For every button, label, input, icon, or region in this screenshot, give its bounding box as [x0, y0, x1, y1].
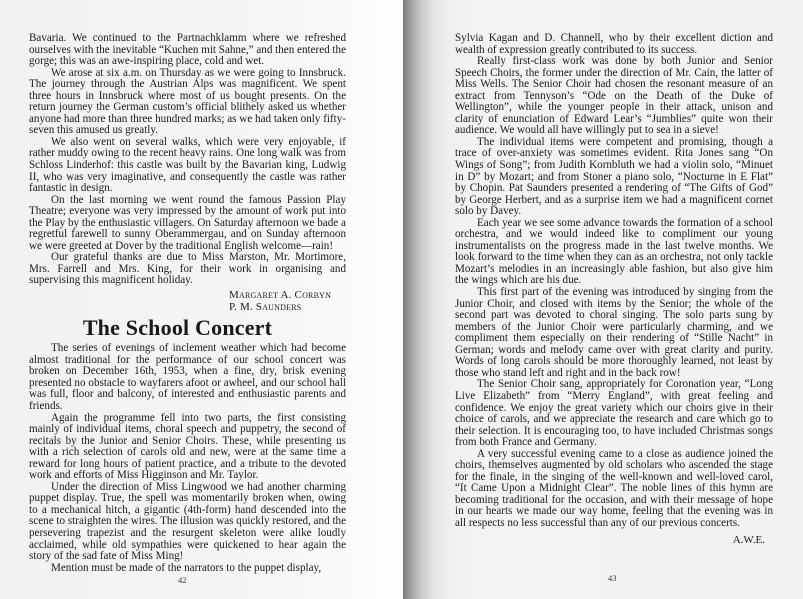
paragraph: A very successful evening came to a close as audience joined the choirs, themselves augmented by old scholars who ascended the stage for the finale, in the singing of the well-known and well-loved carol, “It Came Upon a Midnight Clear”. The noble lines of this hymn are becoming traditional for the occasion, and with their message of hope in our hearts we made our way home, feeling that the evening was in all respects no less successful than any of our previous concerts. [455, 447, 773, 529]
paragraph: On the last morning we went round the famous Passion Play Theatre; everyone was very impressed by the amount of work put into the Play by the enthusiastic villagers. On Saturday afternoon we bade a regretful farewell to sunny Oberammergau, and on Sunday afternoon we were greeted at Dover by the traditional English welcome—rain! [29, 193, 346, 252]
paragraph: The series of evenings of inclement weather which had become almost traditional for the performance of our school concert was broken on December 16th, 1953, when a fine, dry, brisk evening presented no obstacle to wayfarers afoot or awheel, and our school hall was full, floor and balcony, of interested and enthusiastic parents and friends. [29, 342, 346, 412]
author-signatures [29, 290, 346, 313]
paragraph: This first part of the evening was introduced by singing from the Junior Choir, and closed with items by the Senior; the whole of the second part was devoted to choral singing. The solo parts sung by members of the Junior Choir were particularly charming, and we compliment them especially on their rendering of “Stille Nacht” in German; words and melody came over with great clarity and purity. Words of long carols should be more thoroughly learned, not least by those who stand left and right and in the back row! [455, 286, 773, 379]
paragraph: Mention must be made of the narrators to the puppet display, [51, 561, 322, 574]
page-number: 43 [608, 573, 617, 583]
paragraph: The individual items were competent and promising, though a trace of over-anxiety was sometimes evident. Rita Jones sang “On Wings of Song”; from Judith Kornbluth we had a violin solo, “Minuet in D” by Mozart; and from Stoner a piano solo, “Nocturne in E Flat” by Chopin. Pat Saunders presented a rendering of “The Gifts of God” by George Herbert, and as a surprise item we had a magnificent cornet solo by Davey. [455, 135, 773, 218]
signature-name: P. M. Saunders [229, 300, 302, 313]
page-number: 42 [178, 575, 187, 585]
paragraph: Each year we see some advance towards the formation of a school orchestra, and we would indeed like to compliment our young instrumentalists on the progress made in the last twelve months. We look forward to the time when they can as an orchestra, not only tackle Mozart’s melodies in an increasingly able fashion, but also give him the wings which are his due. [455, 216, 773, 287]
paragraph: Under the direction of Miss Lingwood we had another charming puppet display. True, the spell was momentarily broken when, owing to a mechanical hitch, a gigantic (4th-form) hand descended into the scene to straighten the wires. The illusion was quickly restored, and the persevering trapezist and the resurgent skeleton were alike loudly acclaimed, while old sympathies were quickened to hear again the story of the sad fate of Miss Ming! [29, 480, 346, 563]
paragraph: We arose at six a.m. on Thursday as we were going to Innsbruck. The journey through the Austrian Alps was magnificent. We spent three hours in Innsbruck where most of us bought presents. On the return journey the German custom’s official blithely asked us whether anyone had more than three hundred marks; as we had taken only fifty-seven this amused us greatly. [29, 66, 346, 137]
paragraph: Really first-class work was done by both Junior and Senior Speech Choirs, the former under the direction of Mr. Cain, the latter of Miss Wells. The Senior Choir had chosen the resonant measure of an extract from Tennyson’s “Ode on the Death of the Duke of Wellington”, while the younger people in their attack, unison and clarity of enunciation of Edward Lear’s “Jumblies” quite won their audience. We would all have willingly put to sea in a sieve! [455, 55, 773, 137]
author-initials: A.W.E. [732, 533, 765, 546]
paragraph: Our grateful thanks are due to Miss Marston, Mr. Mortimore, Mrs. Farrell and Mrs. King, for their work in organising and supervising this magnificent holiday. [29, 251, 346, 287]
right-page-text-column [455, 33, 773, 546]
paragraph: Bavaria. We continued to the Partnachklamm where we refreshed ourselves with the inevitable “Kuchen mit Sahne,” and then entered the gorge; this was an awe-inspiring place, cold and wet. [29, 32, 346, 68]
article-title: The School Concert [82, 315, 273, 341]
signature-name: Margaret A. Corbyn [229, 289, 332, 302]
paragraph: We also went on several walks, which were very enjoyable, if rather muddy owing to the recent heavy rains. One long walk was from Schloss Linderhof: this castle was built by the Bavarian king, Ludwig II, who was very imaginative, and consequently the castle was rather fantastic in design. [29, 135, 346, 195]
left-page-text-column [29, 33, 346, 574]
paragraph: Sylvia Kagan and D. Channell, who by their excellent diction and wealth of expression greatly contributed to its success. [455, 32, 773, 56]
paragraph: The Senior Choir sang, appropriately for Coronation year, “Long Live Elizabeth” from “Merry England”, with great feeling and confidence. We enjoy the great variety which our choirs give in their choice of carols, and we appreciate the research and care which go to their selection. It is encouraging too, to have included Christmas songs from both France and Germany. [455, 378, 773, 449]
paragraph: Again the programme fell into two parts, the first consisting mainly of individual items, choral speech and puppetry, the second of recitals by the Junior and Senior Choirs. These, while presenting us with a rich selection of carols old and new, were at the same time a reward for long hours of patient practice, and a tribute to the devoted work and efforts of Miss Higginson and Mr. Taylor. [29, 411, 346, 482]
right-page [403, 0, 803, 599]
